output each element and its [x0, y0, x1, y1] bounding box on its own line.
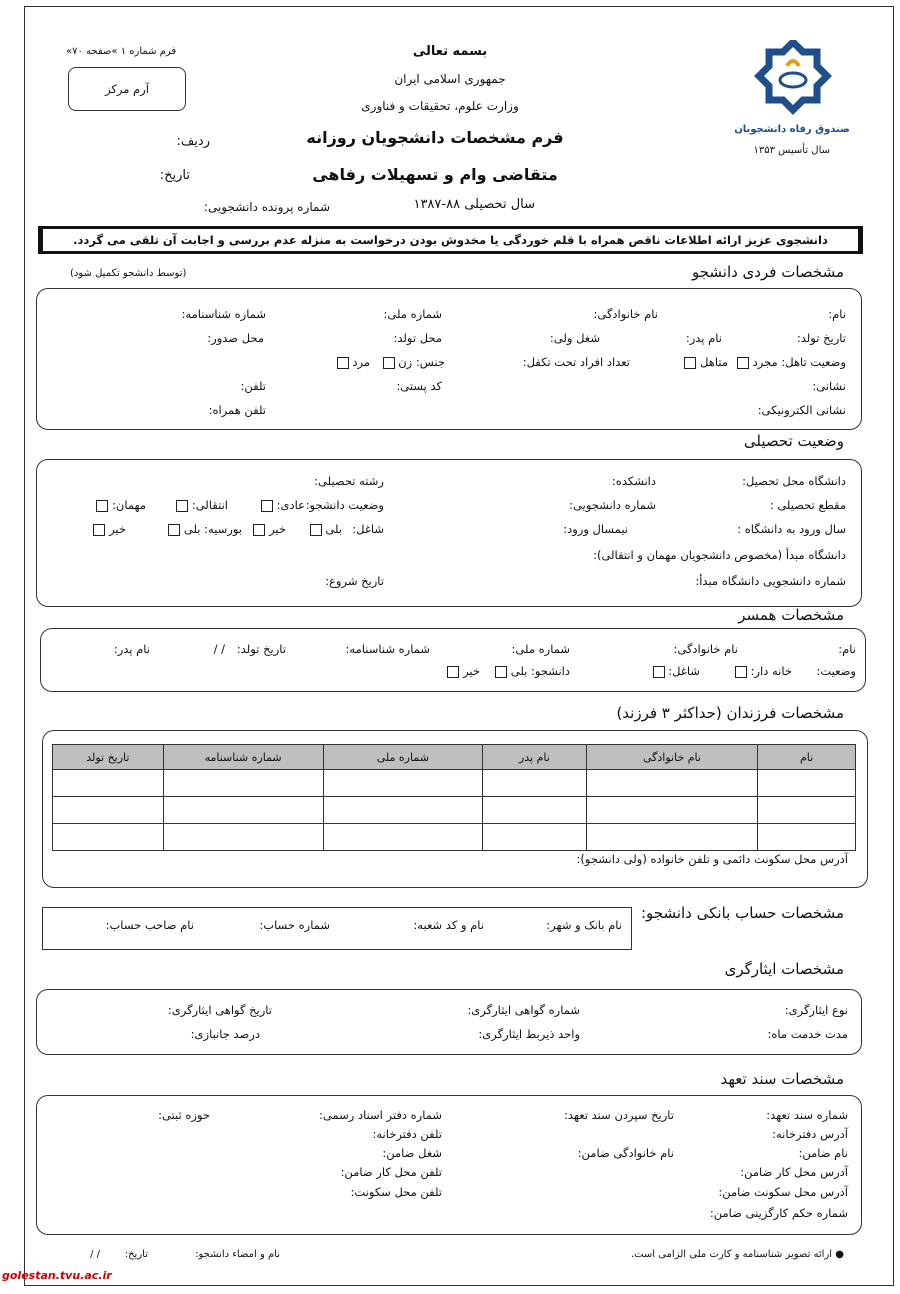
spouse-employed-label: شاغل: — [668, 664, 700, 678]
scholarship-yes — [168, 522, 242, 536]
basmala: بسمه تعالی — [412, 44, 488, 59]
spouse-status: وضعیت: — [816, 664, 856, 678]
row-label: ردیف: — [176, 134, 210, 149]
normal-label: عادی: — [276, 498, 305, 512]
table-cell[interactable] — [483, 824, 587, 851]
spouse-national-id: شماره ملی: — [511, 642, 570, 656]
account-number-field: شماره حساب: — [259, 918, 330, 932]
spouse-father: نام پدر: — [113, 642, 150, 656]
form-reference: «فرم شماره ۱ »صفحه ۷۰ — [66, 46, 177, 57]
degree-field: مقطع تحصیلی : — [769, 498, 846, 512]
notice-box — [38, 226, 863, 254]
ministry-title: وزارت علوم، تحقیقات و فناوری — [361, 99, 519, 113]
form-subtitle: متقاضی وام و تسهیلات رفاهی — [312, 165, 558, 184]
center-logo-label: آرم مرکز — [105, 82, 149, 96]
signature-field: نام و امضاء دانشجو: — [195, 1249, 280, 1260]
notary-number: شماره دفتر اسناد رسمی: — [319, 1108, 442, 1122]
sacrifice-section-title: مشخصات ایثارگری — [724, 960, 844, 978]
scholarship-yes-checkbox[interactable] — [168, 524, 180, 536]
male-label: مرد — [352, 355, 370, 369]
address-field: نشانی: — [812, 379, 846, 393]
employed-no — [253, 522, 286, 536]
faculty-field: دانشکده: — [611, 474, 656, 488]
family-field: نام خانوادگی: — [593, 307, 658, 321]
spouse-section-title: مشخصات همسر — [738, 606, 844, 624]
sacrifice-box — [36, 989, 862, 1055]
pledge-section-title: مشخصات سند تعهد — [720, 1070, 844, 1088]
table-cell[interactable] — [53, 770, 164, 797]
col-name: نام — [758, 745, 856, 770]
transfer-checkbox[interactable] — [176, 500, 188, 512]
col-national-id: شماره ملی — [323, 745, 483, 770]
account-owner-field: نام صاحب حساب: — [105, 918, 194, 932]
footer-date-field: تاریخ: — [124, 1249, 148, 1260]
employed-yes-checkbox[interactable] — [310, 524, 322, 536]
table-cell[interactable] — [53, 824, 164, 851]
guardian-job-field: شغل ولی: — [549, 331, 600, 345]
logo-caption: صندوق رفاه دانشجویان — [734, 124, 850, 135]
notary-address: آدرس دفترخانه: — [772, 1127, 848, 1141]
father-name-field: نام پدر: — [685, 331, 722, 345]
personal-note: (توسط دانشجو تکمیل شود) — [70, 268, 187, 279]
bullet-icon: ● — [835, 1249, 844, 1260]
col-id-number: شماره شناسنامه — [163, 745, 323, 770]
children-header-row — [53, 745, 856, 770]
postal-code-field: کد پستی: — [396, 379, 442, 393]
table-cell[interactable] — [163, 824, 323, 851]
pledge-submit-date: تاریخ سپردن سند تعهد: — [564, 1108, 674, 1122]
bank-section-title: مشخصات حساب بانکی دانشجو: — [640, 904, 844, 922]
married-label: متاهل — [700, 355, 728, 369]
guarantor-job: شغل ضامن: — [382, 1146, 442, 1160]
welfare-fund-logo-icon — [735, 40, 851, 136]
spouse-box — [40, 628, 866, 692]
female-checkbox[interactable] — [383, 357, 395, 369]
student-no-checkbox[interactable] — [447, 666, 459, 678]
table-cell[interactable] — [163, 770, 323, 797]
sacrifice-cert-date: تاریخ گواهی ایثارگری: — [167, 1003, 272, 1017]
spouse-housewife — [735, 664, 792, 678]
status-transfer — [176, 498, 228, 512]
status-guest — [96, 498, 146, 512]
notice-text: دانشجوی عزیز ارائه اطلاعات ناقص همراه با قلم خوردگی یا مخدوش بودن درخواست به منزله عدم بررسی و اجابت آن تلقی می گردد. — [73, 233, 828, 247]
marital-single-label: وضعیت تاهل: مجرد — [752, 355, 846, 369]
name-field: نام: — [828, 307, 846, 321]
marital-married — [684, 355, 728, 369]
origin-university-field: دانشگاه مبدأ (مخصوص دانشجویان مهمان و انتقالی): — [593, 548, 846, 562]
scholarship-label: بورسیه: — [204, 522, 242, 536]
scholarship-no — [93, 522, 126, 536]
table-cell[interactable] — [483, 770, 587, 797]
id-number-field: شماره شناسنامه: — [181, 307, 266, 321]
notary-phone: تلفن دفترخانه: — [372, 1127, 442, 1141]
spouse-id-number: شماره شناسنامه: — [345, 642, 430, 656]
scholarship-no-checkbox[interactable] — [93, 524, 105, 536]
employed-no-checkbox[interactable] — [253, 524, 265, 536]
spouse-student-no — [447, 664, 480, 678]
student-yes-checkbox[interactable] — [495, 666, 507, 678]
education-section-title: وضعیت تحصیلی — [743, 432, 844, 450]
employed-no-label: خیر — [269, 522, 286, 536]
table-cell[interactable] — [758, 824, 856, 851]
gender-female — [383, 355, 445, 369]
birth-date-field: تاریخ تولد: — [796, 331, 846, 345]
table-cell[interactable] — [323, 824, 483, 851]
center-logo-box — [68, 67, 186, 111]
origin-student-number: شماره دانشجویی دانشگاه مبدأ: — [695, 574, 846, 588]
spouse-student-yes — [495, 664, 570, 678]
issue-place-field: محل صدور: — [207, 331, 264, 345]
employed-yes-label: بلی — [325, 522, 342, 536]
family-address-field: آدرس محل سکونت دائمی و تلفن خانواده (ولی دانشجو): — [576, 852, 848, 866]
col-family: نام خانوادگی — [586, 745, 758, 770]
single-checkbox[interactable] — [737, 357, 749, 369]
entry-semester-field: نیمسال ورود: — [563, 522, 628, 536]
employed-yes — [310, 522, 342, 536]
academic-year: سال تحصیلی ۸۸-۱۳۸۷ — [413, 197, 535, 212]
guarantor-home-phone: تلفن محل سکونت: — [350, 1185, 442, 1199]
guarantor-work-phone: تلفن محل کار ضامن: — [340, 1165, 442, 1179]
branch-field: نام و کد شعبه: — [413, 918, 484, 932]
table-cell[interactable] — [758, 770, 856, 797]
table-cell[interactable] — [586, 797, 758, 824]
spouse-family: نام خانوادگی: — [673, 642, 738, 656]
spouse-name: نام: — [838, 642, 856, 656]
disability-percent: درصد جانبازی: — [190, 1027, 260, 1041]
table-cell[interactable] — [483, 797, 587, 824]
spouse-birth-slashes: / / — [213, 642, 225, 656]
scholarship-yes-label: بلی — [183, 522, 201, 536]
male-checkbox[interactable] — [337, 357, 349, 369]
republic-title: جمهوری اسلامی ایران — [394, 72, 506, 86]
entry-year-field: سال ورود به دانشگاه : — [737, 522, 846, 536]
personal-section-title: مشخصات فردی دانشجو — [691, 263, 844, 281]
mobile-field: تلفن همراه: — [208, 403, 266, 417]
guest-checkbox[interactable] — [96, 500, 108, 512]
col-father: نام پدر — [483, 745, 587, 770]
field-of-study: رشته تحصیلی: — [314, 474, 384, 488]
spouse-employed — [653, 664, 700, 678]
registry-zone: حوزه ثبتی: — [158, 1108, 210, 1122]
children-section-title: مشخصات فرزندان (حداکثر ۳ فرزند) — [616, 704, 844, 722]
gender-male — [337, 355, 370, 369]
children-table — [52, 744, 856, 851]
service-months: مدت خدمت ماه: — [767, 1027, 848, 1041]
form-title: فرم مشخصات دانشجویان روزانه — [306, 128, 564, 147]
birth-place-field: محل تولد: — [393, 331, 442, 345]
sacrifice-type: نوع ایثارگری: — [784, 1003, 848, 1017]
student-no-label: خیر — [463, 664, 480, 678]
table-cell[interactable] — [586, 824, 758, 851]
phone-field: تلفن: — [240, 379, 266, 393]
table-cell[interactable] — [323, 770, 483, 797]
bank-city-field: نام بانک و شهر: — [546, 918, 622, 932]
student-status: وضعیت دانشجو: — [305, 498, 384, 512]
housewife-checkbox[interactable] — [735, 666, 747, 678]
sacrifice-unit: واحد ذیربط ایثارگری: — [478, 1027, 580, 1041]
national-id-field: شماره ملی: — [383, 307, 442, 321]
dependents-field: تعداد افراد تحت تکفل: — [522, 355, 630, 369]
guarantor-decree-number: شماره حکم کارگزینی ضامن: — [709, 1206, 848, 1220]
student-number-field: شماره دانشجویی: — [569, 498, 656, 512]
table-cell[interactable] — [586, 770, 758, 797]
student-yes-label: دانشجو: بلی — [510, 664, 570, 678]
footer-note — [631, 1249, 844, 1260]
female-label: جنس: زن — [398, 355, 445, 369]
guarantor-name: نام ضامن: — [798, 1146, 848, 1160]
footer-date-slashes: / / — [90, 1249, 100, 1260]
status-normal — [261, 498, 305, 512]
transfer-label: انتقالی: — [191, 498, 228, 512]
guarantor-home-address: آدرس محل سکونت ضامن: — [718, 1185, 848, 1199]
guarantor-family: نام خانوادگی ضامن: — [577, 1146, 674, 1160]
table-cell[interactable] — [758, 797, 856, 824]
site-watermark: golestan.tvu.ac.ir — [2, 1269, 112, 1282]
col-birth-date: تاریخ تولد — [53, 745, 164, 770]
university-field: دانشگاه محل تحصیل: — [742, 474, 846, 488]
spouse-birth-date: تاریخ تولد: — [236, 642, 286, 656]
sacrifice-cert-no: شماره گواهی ایثارگری: — [467, 1003, 580, 1017]
table-cell[interactable] — [163, 797, 323, 824]
start-date-field: تاریخ شروع: — [325, 574, 384, 588]
table-row — [53, 824, 856, 851]
file-number-label: شماره پرونده دانشجویی: — [203, 200, 330, 214]
footer-note-text: ارائه تصویر شناسنامه و کارت ملی الزامی است. — [630, 1249, 833, 1260]
employed-label: شاغل: — [352, 522, 384, 536]
housewife-label: خانه دار: — [750, 664, 792, 678]
spouse-employed-checkbox[interactable] — [653, 666, 665, 678]
table-cell[interactable] — [53, 797, 164, 824]
email-field: نشانی الکترونیکی: — [757, 403, 846, 417]
table-row — [53, 797, 856, 824]
guarantor-work-address: آدرس محل کار ضامن: — [740, 1165, 848, 1179]
marital-single — [737, 355, 846, 369]
scholarship-no-label: خیر — [109, 522, 126, 536]
table-row — [53, 770, 856, 797]
table-cell[interactable] — [323, 797, 483, 824]
pledge-doc-no: شماره سند تعهد: — [766, 1108, 848, 1122]
guest-label: مهمان: — [112, 498, 146, 512]
founded-year: سال تأسیس ۱۳۵۳ — [753, 145, 830, 156]
normal-checkbox[interactable] — [261, 500, 273, 512]
married-checkbox[interactable] — [684, 357, 696, 369]
date-label: تاریخ: — [159, 168, 190, 183]
